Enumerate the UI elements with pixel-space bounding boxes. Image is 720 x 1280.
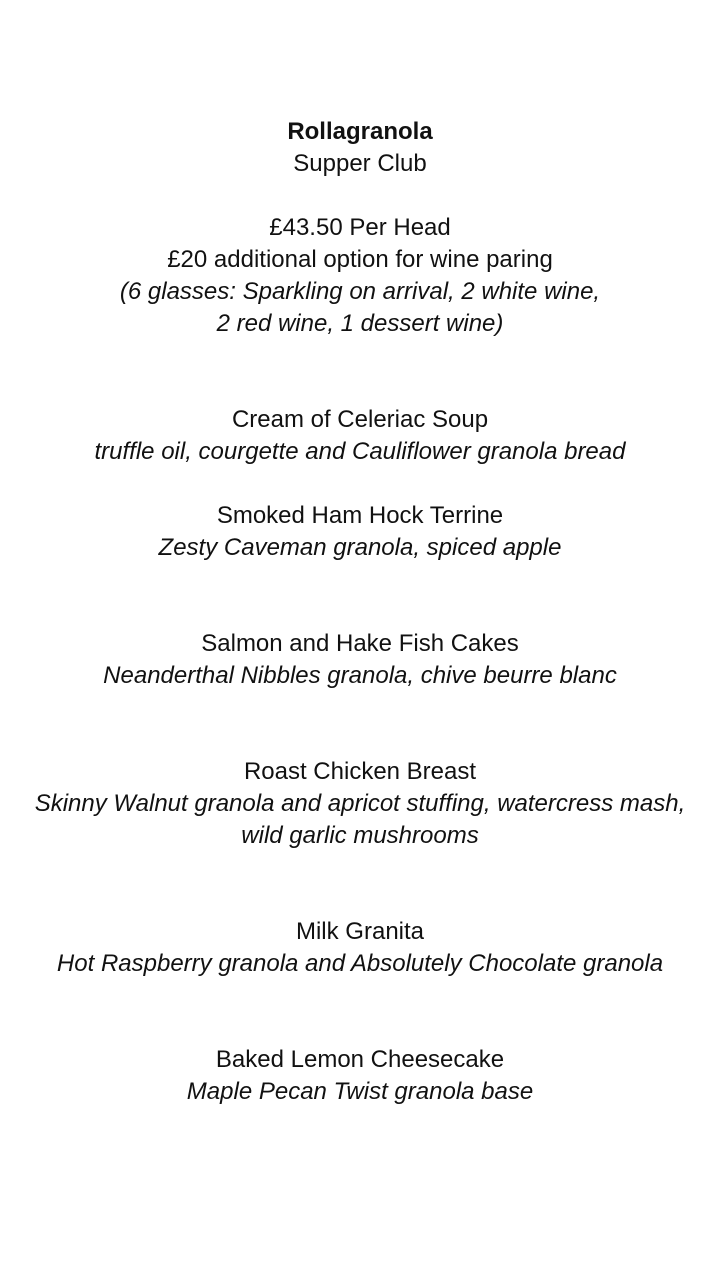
- course-description: Hot Raspberry granola and Absolutely Chocolate granola: [56, 950, 664, 977]
- course-name: Salmon and Hake Fish Cakes: [201, 630, 519, 657]
- course-name: Baked Lemon Cheesecake: [215, 1046, 505, 1073]
- course-description: truffle oil, courgette and Cauliflower granola bread: [94, 438, 626, 465]
- course-description: wild garlic mushrooms: [241, 822, 479, 849]
- course-description: Neanderthal Nibbles granola, chive beurre blanc: [103, 662, 617, 689]
- course-description: Skinny Walnut granola and apricot stuffing, watercress mash,: [34, 790, 686, 817]
- course-name: Smoked Ham Hock Terrine: [216, 502, 504, 529]
- price-per-head: £43.50 Per Head: [269, 214, 451, 241]
- course-name: Cream of Celeriac Soup: [231, 406, 489, 433]
- wine-details-line-2: 2 red wine, 1 dessert wine): [216, 310, 504, 337]
- wine-option: £20 additional option for wine paring: [167, 246, 553, 273]
- brand-title: Rollagranola: [287, 118, 433, 145]
- course-name: Roast Chicken Breast: [243, 758, 477, 785]
- subtitle: Supper Club: [293, 150, 427, 177]
- course-description: Maple Pecan Twist granola base: [186, 1078, 534, 1105]
- wine-details-line-1: (6 glasses: Sparkling on arrival, 2 white wine,: [119, 278, 601, 305]
- course-name: Milk Granita: [295, 918, 425, 945]
- course-description: Zesty Caveman granola, spiced apple: [158, 534, 562, 561]
